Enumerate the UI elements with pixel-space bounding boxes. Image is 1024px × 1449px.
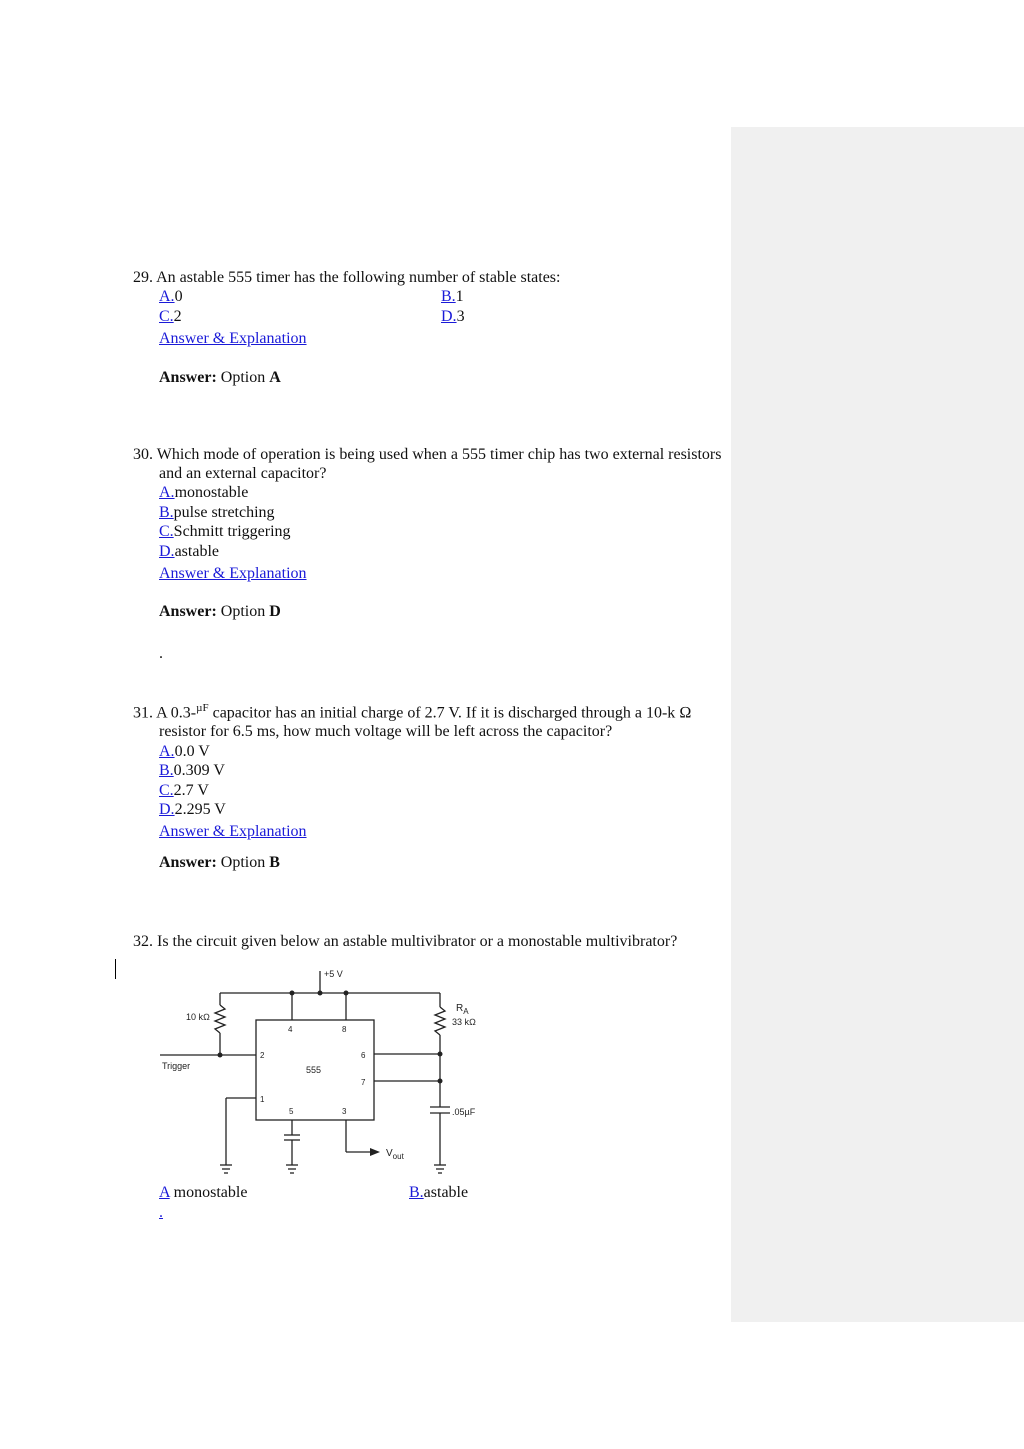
answer-word: Option [220,603,266,620]
pin-7: 7 [361,1078,366,1087]
question-30 [133,445,723,583]
answer-30 [159,603,281,621]
ra-subscript: A [463,1007,469,1016]
question-number: 32. [133,933,153,950]
question-body-part-2: capacitor has an initial charge of 2.7 V. If it is discharged through a 10-k [208,704,676,722]
vout-subscript: out [392,1152,404,1161]
junction-dot [438,1079,443,1084]
answer-label: Answer: [159,369,217,386]
question-32-options [159,1183,659,1222]
answer-option: A [269,369,281,386]
ra-letter: R [456,1003,464,1014]
ra-label [456,1003,469,1016]
pin-5: 5 [289,1107,294,1116]
options [133,741,723,841]
option-b-link[interactable]: B. [159,762,174,780]
option-c-link[interactable]: C. [159,781,174,799]
question-text [133,268,723,287]
answer-label: Answer: [159,854,217,871]
answer-explanation-link[interactable]: Answer & Explanation [159,823,307,841]
question-body-part-1: A 0.3- [156,704,197,722]
option-d-value: astable [174,542,219,560]
answer-option: D [269,603,281,620]
option-a-link[interactable]: A [159,1184,170,1202]
question-text [133,699,723,741]
answer-word: Option [220,854,266,871]
question-body: Which mode of operation is being used when a 555 timer chip has two external resistors and an external capacitor? [156,446,722,482]
question-31 [133,699,723,841]
option-a-value: 0.0 V [174,742,210,760]
answer-31 [159,854,280,872]
option-a-value: 0 [174,288,183,306]
pin-3: 3 [342,1107,347,1116]
option-b-link[interactable]: B. [159,503,174,521]
resistor-10k [215,1005,225,1033]
option-b-link[interactable]: B. [441,288,456,306]
option-b-value: 1 [455,288,464,306]
option-c-value: 2.7 V [173,781,209,799]
answer-29 [159,369,281,387]
pin-1: 1 [260,1095,265,1104]
option-c-link[interactable]: C. [159,523,174,541]
option-b-link[interactable]: B. [409,1184,424,1202]
option-d-link[interactable]: D. [441,307,457,325]
option-d-link[interactable]: D. [159,542,175,560]
option-b-value: astable [423,1184,469,1202]
chip-label: 555 [306,1065,322,1075]
circuit-diagram-555 [150,965,490,1185]
microfarad-symbol: µF [196,702,209,714]
r10k-label: 10 kΩ [186,1012,210,1022]
capacitor-label: .05µF [452,1107,476,1117]
question-body-part-3: resistor for 6.5 ms, how much voltage will be left across the capacitor? [159,723,613,741]
vout-label [386,1148,405,1161]
option-d-link[interactable]: D. [159,801,175,819]
pin-8: 8 [342,1025,347,1034]
question-text [133,932,723,951]
comment-pane [731,127,1024,1322]
option-a-dot-link[interactable]: . [159,1203,163,1221]
pin-6: 6 [361,1051,366,1060]
supply-label: +5 V [324,969,343,979]
junction-dot [438,1052,443,1057]
options [133,483,723,583]
option-c-value: Schmitt triggering [173,523,291,541]
resistor-ra [435,1007,445,1035]
answer-explanation-link[interactable]: Answer & Explanation [159,330,307,347]
trigger-label: Trigger [162,1061,191,1071]
question-32 [133,932,723,951]
question-number: 31. [133,704,153,722]
question-number: 29. [133,269,153,286]
question-body: Is the circuit given below an astable multivibrator or a monostable multivibrator? [157,933,678,950]
junction-dot [218,1053,223,1058]
answer-explanation-link[interactable]: Answer & Explanation [159,565,307,582]
junction-dot [318,991,323,996]
stray-period: . [159,645,163,662]
option-a-value: monostable [174,484,249,502]
options [133,287,723,348]
option-a-value: monostable [169,1184,248,1202]
output-arrow-icon [370,1148,380,1156]
option-b-value: 0.309 V [173,762,225,780]
pin-4: 4 [288,1025,293,1034]
option-d-value: 2.295 V [174,801,226,819]
vout-letter: V [386,1148,393,1159]
text-cursor [115,959,116,979]
junction-dot [290,991,295,996]
answer-word: Option [220,369,266,386]
option-a-link[interactable]: A. [159,742,175,760]
option-a-link[interactable]: A. [159,288,175,306]
question-text [133,445,723,483]
answer-option: B [269,854,280,871]
ohm-symbol: Ω [679,704,692,722]
question-number: 30. [133,446,153,463]
option-d-value: 3 [456,307,465,325]
ra-value: 33 kΩ [452,1017,476,1027]
junction-dot [344,991,349,996]
pin-2: 2 [260,1051,265,1060]
option-c-link[interactable]: C. [159,307,174,325]
option-c-value: 2 [173,307,182,325]
option-b-value: pulse stretching [173,503,275,521]
answer-label: Answer: [159,603,217,620]
question-body: An astable 555 timer has the following number of stable states: [156,269,561,286]
option-a-link[interactable]: A. [159,484,175,502]
question-29 [133,268,723,348]
